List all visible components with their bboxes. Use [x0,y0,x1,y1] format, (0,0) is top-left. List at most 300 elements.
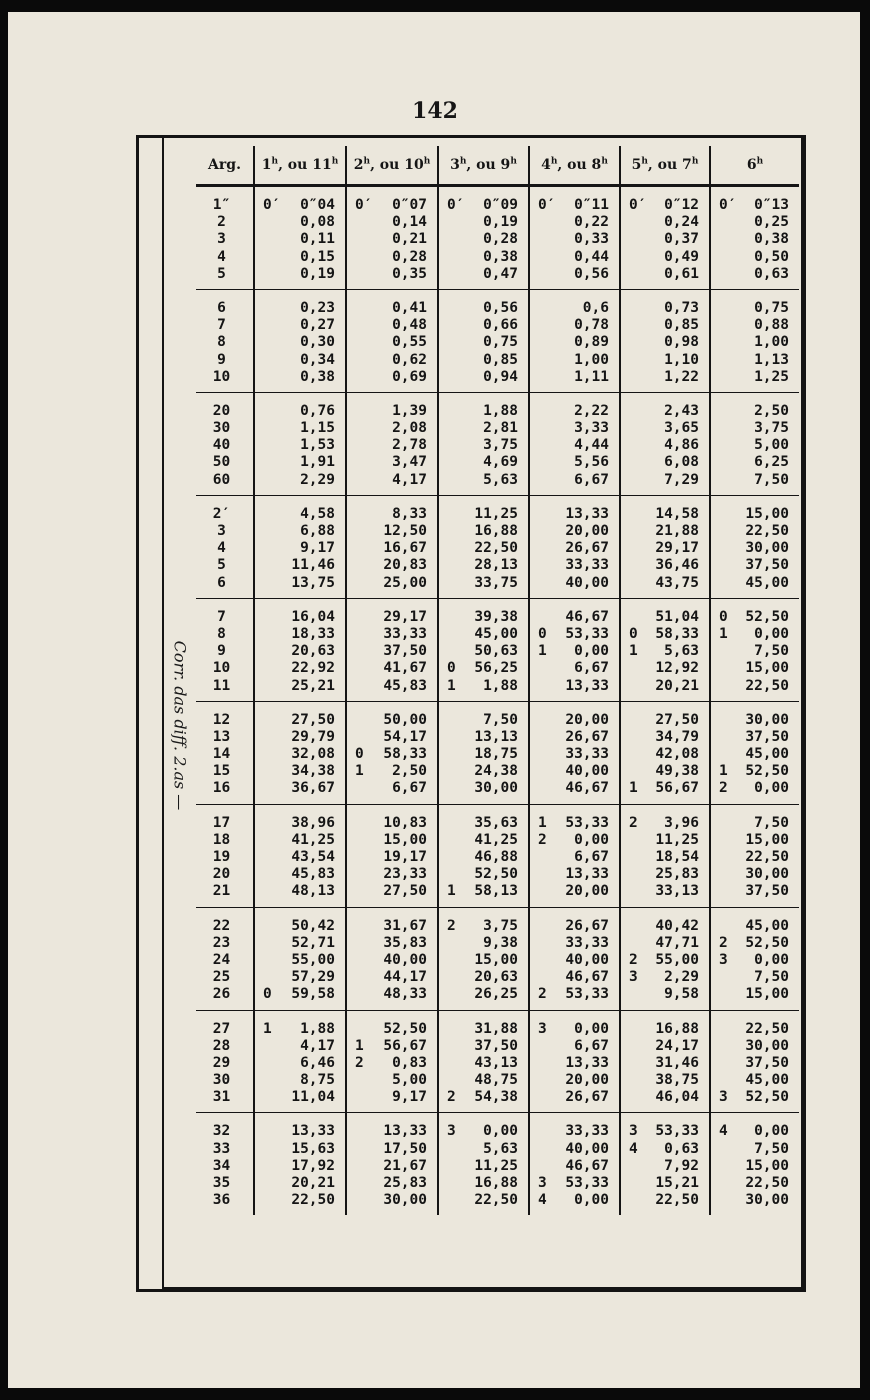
table-line [439,1141,528,1158]
carry-value: 0′ [263,197,281,213]
table-line [439,678,528,695]
correction-value: 46,67 [565,780,609,797]
arg-value: 3 [217,231,226,248]
table-block-row [196,804,799,907]
correction-value: 7,50 [483,711,518,728]
correction-value: 15,00 [745,831,789,848]
table-line [255,780,345,797]
carry-value: 0′ [355,197,373,213]
correction-value: 0,6 [582,299,609,316]
correction-value: 0,22 [574,214,609,231]
correction-value: 6,67 [574,660,609,677]
correction-value: 45,00 [745,917,789,934]
correction-value: 0,38 [754,231,789,248]
correction-value: 0,15 [300,248,335,265]
table-line [530,1055,619,1072]
arg-value: 33 [212,1140,231,1157]
data-cell [254,495,346,598]
correction-value: 14,58 [655,505,699,522]
carry-value: 1 [629,643,638,660]
correction-value: 30,00 [745,540,789,557]
carry-value: 0 [719,608,728,625]
data-cell [710,1113,799,1215]
table-line [530,815,619,832]
table-line [255,369,345,386]
table-line [347,712,437,729]
table-line [347,780,437,797]
data-cell [438,701,529,804]
correction-value: 26,25 [474,986,518,1003]
correction-value: 33,33 [383,625,427,642]
correction-value: 44,17 [383,969,427,986]
header-tail: , ou 10 [370,157,424,173]
correction-value: 0,73 [664,299,699,316]
table-line [439,506,528,523]
table-line [439,540,528,557]
correction-value: 25,83 [655,866,699,883]
correction-value: 6,25 [754,454,789,471]
table-line [255,317,345,334]
correction-value: 3,33 [574,420,609,437]
correction-value: 46,88 [474,849,518,865]
correction-value: 1,00 [754,334,789,351]
carry-value: 0′ [538,197,556,213]
table-line [347,540,437,557]
table-line [439,1158,528,1175]
table-line [530,883,619,900]
header-sup: h [550,156,558,167]
correction-value: 9,38 [483,934,518,951]
table-line [711,557,799,574]
correction-value: 43,54 [291,849,335,865]
table-line [255,352,345,369]
correction-value: 1,39 [392,402,427,419]
arg-cell [196,598,254,701]
table-line [711,575,799,592]
arg-value: 40 [212,437,231,454]
table-line [621,1175,709,1192]
correction-value: 47,71 [655,934,699,951]
table-line [255,626,345,643]
carry-value: 1 [538,814,547,831]
correction-value: 6,67 [574,1037,609,1054]
table-line [255,1192,345,1209]
correction-value: 2,08 [392,420,427,437]
carry-value: 3 [629,969,638,986]
table-line [530,952,619,969]
correction-value: 0,00 [754,780,789,797]
table-line [530,609,619,626]
correction-value: 3,96 [664,814,699,831]
carry-value: 3 [538,1020,547,1037]
table-line [621,420,709,437]
table-line [530,403,619,420]
correction-value: 33,33 [565,934,609,951]
arg-cell [196,186,254,290]
table-line [621,1141,709,1158]
arg-value: 6 [217,299,226,316]
arg-value: 34 [212,1157,231,1174]
table-line [347,729,437,746]
correction-value: 0,98 [664,334,699,351]
table-line [621,626,709,643]
table-block-row [196,289,799,392]
correction-value: 0″07 [392,197,427,213]
correction-value: 0″12 [664,197,699,213]
carry-value: 0 [447,660,456,677]
correction-value: 16,88 [474,523,518,539]
arg-value: 21 [212,883,231,900]
correction-value: 5,00 [392,1072,427,1089]
arg-value: 24 [212,951,231,968]
correction-value: 5,63 [664,643,699,660]
correction-value: 30,00 [745,1192,789,1209]
correction-value: 22,50 [474,540,518,557]
header-hour: 6 [746,157,757,173]
arg-value: 7 [217,608,226,625]
table-line [711,643,799,660]
data-cell [620,495,710,598]
correction-value: 5,63 [483,1140,518,1157]
table-line [621,952,709,969]
correction-value: 26,67 [565,540,609,557]
column-header-1 [254,146,346,186]
table-line [439,231,528,248]
data-cell [254,289,346,392]
table-line [621,883,709,900]
arg-value: 9 [217,351,226,368]
correction-value: 1,91 [300,454,335,471]
correction-value: 18,54 [655,849,699,865]
table-line [711,454,799,471]
correction-value: 5,56 [574,454,609,471]
table-line [621,575,709,592]
header-hour: 5 [631,157,642,173]
arg-value: 12 [212,711,231,728]
data-cell [346,1113,438,1215]
arg-value: 60 [212,471,231,488]
table-line [439,214,528,231]
table-line [347,1175,437,1192]
correction-value: 0,25 [754,214,789,231]
correction-value: 0,00 [483,1123,518,1140]
table-line [255,660,345,677]
correction-value: 4,58 [300,505,335,522]
table-line [439,575,528,592]
header-tail: , ou 8 [557,157,602,173]
table-line [439,780,528,797]
correction-value: 5,63 [483,471,518,488]
data-cell [620,186,710,290]
table-line [711,746,799,763]
table-line [711,780,799,797]
table-line [711,986,799,1003]
correction-value: 0,28 [392,248,427,265]
arg-value: 5 [217,557,226,574]
column-header-arg [196,146,254,186]
correction-value: 0,27 [300,317,335,334]
table-line [255,334,345,351]
arg-value: 8 [217,334,226,351]
correction-value: 12,92 [655,660,699,677]
correction-value: 20,21 [655,677,699,694]
table-line [347,1158,437,1175]
data-cell [529,804,620,907]
correction-value: 0,28 [483,231,518,248]
table-line [621,300,709,317]
table-line [711,729,799,746]
data-cell [529,289,620,392]
table-line [439,317,528,334]
header-hour: 1 [261,157,272,173]
table-line [530,1175,619,1192]
table-line [347,883,437,900]
table-line [711,506,799,523]
header-sup: h [641,156,648,167]
table-line [347,815,437,832]
carry-value: 1 [263,1020,272,1037]
table-line [439,420,528,437]
data-cell [438,392,529,495]
header-hour: 3 [450,157,460,173]
table-line [621,780,709,797]
table-line [439,1123,528,1140]
arg-value: 36 [212,1192,231,1209]
correction-value: 32,08 [291,746,335,763]
table-line [530,678,619,695]
table-line [530,712,619,729]
correction-value: 4,17 [300,1037,335,1054]
table-line [439,866,528,883]
correction-value: 29,79 [291,728,335,745]
data-cell [438,804,529,907]
table-line [530,1089,619,1106]
table-line [711,369,799,386]
table-line [711,1192,799,1209]
table-line [439,1089,528,1106]
data-cell [438,186,529,290]
correction-value: 0″09 [483,197,518,213]
arg-value: 13 [212,728,231,745]
correction-value: 0″11 [574,197,609,213]
correction-value: 13,33 [565,505,609,522]
header-sup: h [271,156,279,167]
table-line [347,678,437,695]
table-line [711,935,799,952]
correction-value: 4,17 [392,471,427,488]
arg-value: 15 [212,763,231,780]
data-cell [346,186,438,290]
table-line [255,986,345,1003]
correction-value: 58,13 [474,883,518,900]
correction-value: 15,00 [745,986,789,1003]
arg-cell [196,392,254,495]
correction-value: 20,00 [565,1072,609,1089]
table-line [530,334,619,351]
data-cell [346,598,438,701]
correction-value: 15,00 [383,831,427,848]
correction-value: 1,22 [664,368,699,385]
correction-value: 6,67 [392,780,427,797]
correction-value: 6,08 [664,454,699,471]
arg-cell [196,804,254,907]
table-line [530,231,619,248]
correction-value: 11,46 [291,557,335,574]
correction-value: 11,25 [474,505,518,522]
correction-value: 22,50 [745,1175,789,1191]
arg-value: 9 [217,643,226,660]
carry-value: 1 [447,883,456,900]
correction-value: 7,50 [754,643,789,660]
arg-value: 7 [217,317,226,334]
correction-value: 45,83 [383,677,427,694]
table-line [530,472,619,489]
table-line [255,1055,345,1072]
table-line [530,866,619,883]
correction-value: 2,50 [754,402,789,419]
table-line [255,540,345,557]
correction-value: 16,04 [291,608,335,625]
table-line [711,352,799,369]
table-line [347,1055,437,1072]
table-line [530,249,619,266]
table-line [347,746,437,763]
correction-value: 0,24 [664,214,699,231]
data-cell [438,495,529,598]
arg-value: 10 [212,660,231,677]
correction-value: 3,75 [754,420,789,437]
table-line [347,214,437,231]
correction-value: 1,88 [300,1020,335,1037]
correction-value: 0,63 [664,1140,699,1157]
correction-value: 0,30 [300,334,335,351]
correction-value: 4,69 [483,454,518,471]
table-line [439,626,528,643]
table-line [711,523,799,540]
correction-value: 0,76 [300,402,335,419]
data-cell [529,186,620,290]
table-line [530,197,619,214]
table-line [255,557,345,574]
correction-value: 37,50 [745,728,789,745]
column-header-5 [620,146,710,186]
correction-value: 27,50 [291,711,335,728]
table-line [255,643,345,660]
correction-value: 57,29 [291,969,335,986]
correction-value: 30,00 [745,711,789,728]
correction-value: 37,50 [745,1054,789,1071]
correction-value: 25,21 [291,677,335,694]
data-cell [438,598,529,701]
correction-value: 0,75 [483,334,518,351]
data-cell [254,701,346,804]
table-line [255,1072,345,1089]
table-block-row [196,186,799,290]
table-line [621,1192,709,1209]
table-line [255,1038,345,1055]
table-line [255,883,345,900]
data-cell [346,289,438,392]
correction-value: 37,50 [745,883,789,900]
correction-value: 33,33 [565,557,609,574]
table-line [711,1175,799,1192]
data-cell [438,1113,529,1215]
arg-value: 35 [212,1175,231,1191]
correction-value: 46,67 [565,1157,609,1174]
correction-value: 7,50 [754,1140,789,1157]
correction-value: 13,33 [565,1054,609,1071]
carry-value: 1 [629,780,638,797]
arg-value: 31 [212,1089,231,1106]
data-cell [254,186,346,290]
table-line [711,420,799,437]
correction-value: 6,88 [300,523,335,539]
correction-value: 30,00 [474,780,518,797]
arg-value: 10 [212,368,231,385]
arg-value: 2′ [212,505,231,522]
correction-value: 1,88 [483,677,518,694]
correction-value: 51,04 [655,608,699,625]
data-cell [710,907,799,1010]
table-line [621,609,709,626]
table-line [530,317,619,334]
correction-value: 50,00 [383,711,427,728]
correction-value: 1,25 [754,368,789,385]
arg-value: 26 [212,986,231,1003]
correction-value: 46,04 [655,1089,699,1106]
data-cell [346,495,438,598]
correction-value: 0,11 [300,231,335,248]
header-sup: h [363,156,371,167]
table-line [530,557,619,574]
table-line [530,780,619,797]
correction-value: 1,11 [574,368,609,385]
table-line [711,969,799,986]
correction-value: 22,50 [655,1192,699,1209]
carry-value: 0′ [447,197,465,213]
correction-value: 59,58 [291,986,335,1003]
correction-value: 37,50 [745,557,789,574]
correction-value: 24,17 [655,1037,699,1054]
table-line [621,832,709,849]
correction-value: 9,17 [392,1089,427,1106]
correction-value: 12,50 [383,523,427,539]
data-cell [620,1113,710,1215]
arg-value: 16 [212,780,231,797]
correction-value: 26,67 [565,917,609,934]
table-line [347,952,437,969]
header-tail: , ou 11 [278,157,332,173]
table-line [255,935,345,952]
correction-value: 25,00 [383,574,427,591]
correction-value: 54,17 [383,728,427,745]
correction-value: 50,63 [474,643,518,660]
correction-value: 40,00 [565,1140,609,1157]
carry-value: 1 [719,625,728,642]
table-line [347,1072,437,1089]
table-line [530,849,619,866]
correction-value: 13,13 [474,728,518,745]
correction-value: 30,00 [383,1192,427,1209]
correction-value: 22,50 [291,1192,335,1209]
header-sup: h [756,156,764,167]
data-cell [710,598,799,701]
data-cell [710,701,799,804]
table-line [255,918,345,935]
carry-value: 3 [719,951,728,968]
correction-value: 2,78 [392,437,427,454]
table-line [255,969,345,986]
